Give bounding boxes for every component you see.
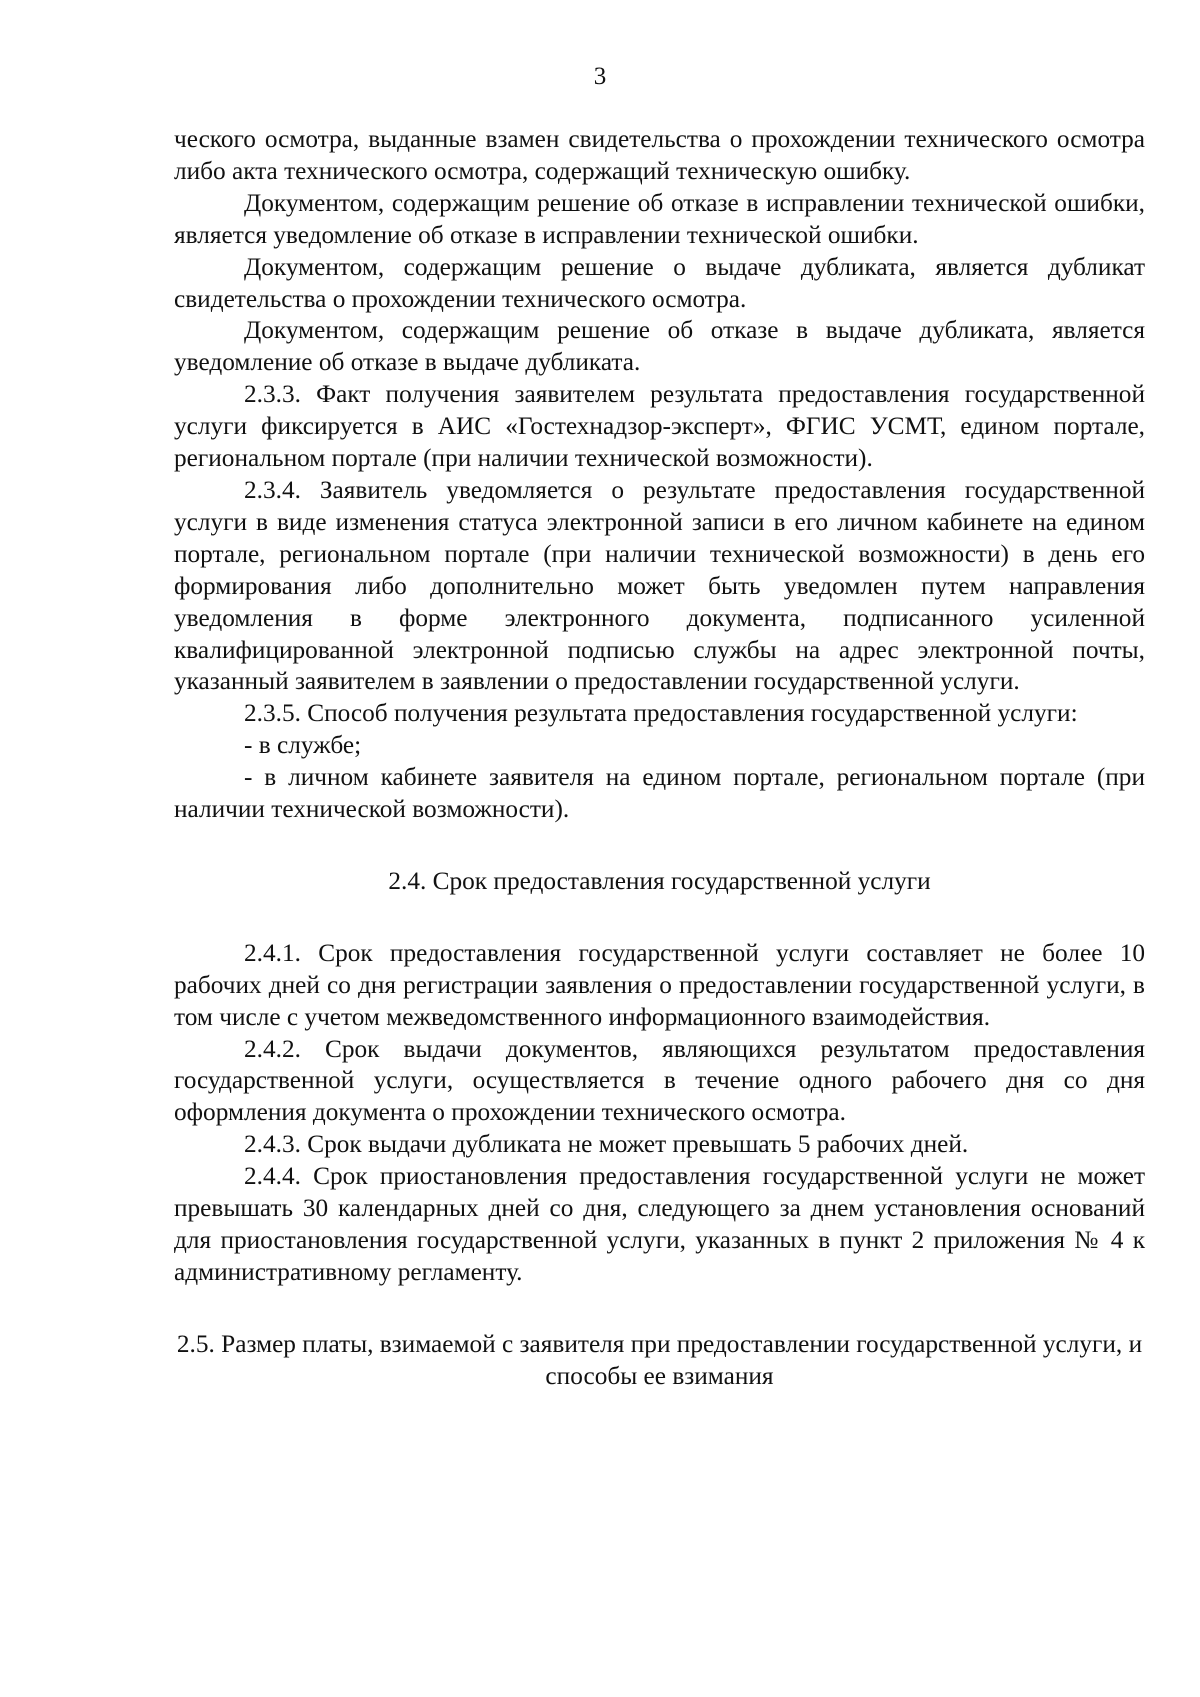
list-item-personal-account: - в личном кабинете заявителя на едином портале, региональном портале (при наличии технической возможности). (174, 763, 1145, 824)
paragraph-2-4-2: 2.4.2. Срок выдачи документов, являющихся результатом предоставления государственной услуги, осуществляется в течение одного рабочего дня со дня оформления документа о прохождении технического осмотра. (174, 1034, 1145, 1127)
list-item-in-service: - в службе; (244, 731, 362, 760)
paragraph-2-3-3: 2.3.3. Факт получения заявителем результата предоставления государственной услуги фиксируется в АИС «Гостехнадзор-эксперт», ФГИС УСМТ, едином портале, региональном портале (при наличии технической возможности). (174, 380, 1145, 473)
paragraph-duplicate-refusal: Документом, содержащим решение об отказе в выдаче дубликата, является уведомление об отказе в выдаче дубликата. (174, 316, 1145, 377)
document-body (174, 124, 1145, 1393)
paragraph-correction-refusal: Документом, содержащим решение об отказе в исправлении технической ошибки, является уведомление об отказе в исправлении технической ошибки. (174, 188, 1145, 249)
paragraph-2-4-3: 2.4.3. Срок выдачи дубликата не может превышать 5 рабочих дней. (244, 1130, 969, 1159)
section-heading-2-5: 2.5. Размер платы, взимаемой с заявителя при предоставлении государственной услуги, и способы ее взимания (176, 1329, 1143, 1390)
paragraph-2-4-1: 2.4.1. Срок предоставления государственной услуги составляет не более 10 рабочих дней со дня регистрации заявления о предоставлении государственной услуги, в том числе с учетом межведомственного информационного взаимодействия. (174, 938, 1145, 1031)
paragraph-continuation: ческого осмотра, выданные взамен свидетельства о прохождении технического осмотра либо акта технического осмотра, содержащий техническую ошибку. (174, 125, 1145, 185)
paragraph-2-3-4: 2.3.4. Заявитель уведомляется о результате предоставления государственной услуги в виде изменения статуса электронной записи в его личном кабинете на едином портале, региональном портале (при наличии технической возможности) в день его формирования либо дополнительно может быть уведомлен путем направления уведомления в форме электронного документа, подписанного усиленной квалифицированной электронной подписью службы на адрес электронной почты, указанный заявителем в заявлении о предоставлении государственной услуги. (174, 475, 1145, 696)
paragraph-duplicate-decision: Документом, содержащим решение о выдаче дубликата, является дубликат свидетельства о прохождении технического осмотра. (174, 252, 1145, 313)
paragraph-2-3-5: 2.3.5. Способ получения результата предоставления государственной услуги: (244, 699, 1078, 728)
paragraph-2-4-4: 2.4.4. Срок приостановления предоставления государственной услуги не может превышать 30 календарных дней со дня, следующего за днем установления оснований для приостановления государственной услуги, указанных в пункт 2 приложения № 4 к административному регламенту. (174, 1162, 1145, 1286)
page-number: 3 (593, 63, 607, 90)
section-heading-2-4: 2.4. Срок предоставления государственной услуги (388, 866, 931, 895)
